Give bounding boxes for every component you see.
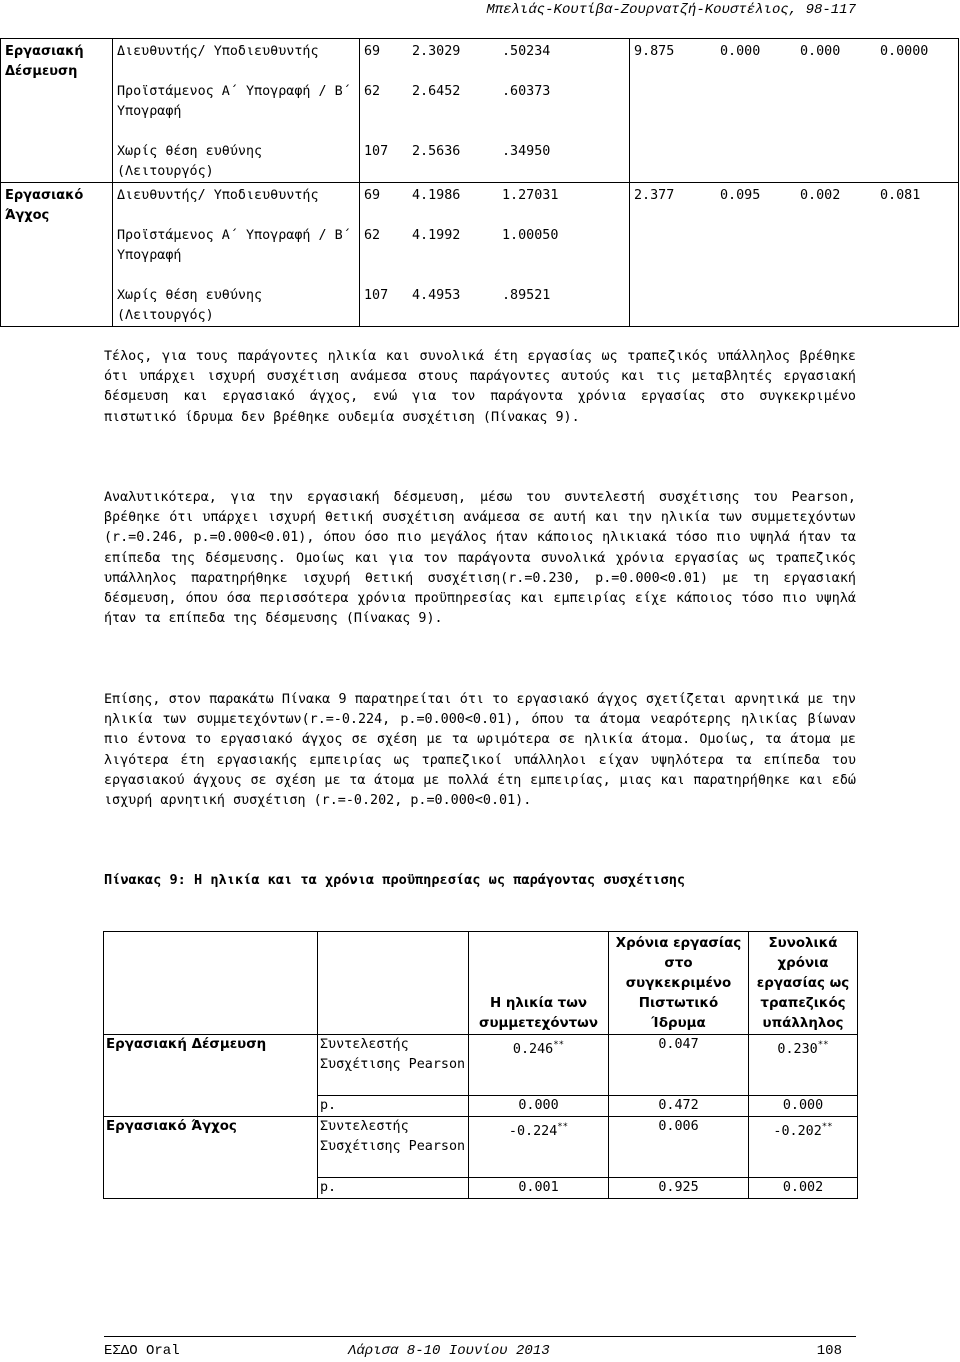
position-label: Διευθυντής/ Υποδιευθυντής <box>117 44 319 59</box>
page-footer <box>104 1336 856 1359</box>
coef-value: -0.224** <box>469 1117 609 1178</box>
p-value: 0.001 <box>469 1178 609 1199</box>
descriptive-row: 69 4.1986 1.27031 <box>364 188 559 203</box>
stat-label: Συντελεστής Συσχέτισης Pearson <box>318 1117 469 1178</box>
descriptives-cell <box>360 39 630 183</box>
test-stats-cell: 2.377 0.095 0.002 0.081 <box>630 183 959 327</box>
position-cell <box>113 183 360 327</box>
test-stats-cell: 9.875 0.000 0.000 0.0000 <box>630 39 959 183</box>
descriptive-row: 69 2.3029 .50234 <box>364 44 551 59</box>
correlation-table <box>103 931 858 1199</box>
paragraph: Αναλυτικότερα, για την εργασιακή δέσμευση, μέσω του συντελεστή συσχέτισης του Pearson, βρέθηκε ότι υπάρχει ισχυρή θετική συσχέτιση ανάμεσα σε αυτή και την ηλικία των συμμετεχόντων (r.=0.246, p.=0.000<0.01), όπου όσο πιο μεγάλος ήταν κάποιος ηλικιακά τόσο πιο υψηλά ήταν τα επίπεδα της δέσμευσης. Ομοίως και για τον παράγοντα συνολικά χρόνια εργασίας ως τραπεζικός υπάλληλος παρατηρήθηκε ισχυρή θετική συσχέτιση(r.=0.230, p.=0.000<0.01) με τη εργασιακή δέσμευση, όπου όσα περισσότερα χρόνια προϋπηρεσίας και εμπειρίας είχε κάποιος τόσο πιο υψηλά ήταν τα επίπεδα της δέσμευσης (Πίνακας 9). <box>104 490 856 627</box>
p-value: 0.000 <box>469 1096 609 1117</box>
page-number: 108 <box>816 1343 842 1359</box>
position-label: Προϊστάμενος Α΄ Υπογραφή / Β΄ Υπογραφή <box>117 228 351 263</box>
p-value: 0.925 <box>609 1178 749 1199</box>
row-label: Εργασιακό Άγχος <box>104 1117 318 1178</box>
position-cell <box>113 39 360 183</box>
row-label-cont <box>104 1096 318 1117</box>
group-label: Εργασιακή Δέσμευση <box>1 39 113 183</box>
conference-location: Λάρισα 8-10 Ιουνίου 2013 <box>348 1343 550 1359</box>
descriptive-row: 62 2.6452 .60373 <box>364 84 551 99</box>
column-header: Συνολικά χρόνια εργασίας ως τραπεζικός υπάλληλος <box>749 932 858 1035</box>
descriptive-row: 107 2.5636 .34950 <box>364 144 551 159</box>
position-label: Προϊστάμενος Α΄ Υπογραφή / Β΄ Υπογραφή <box>117 84 351 119</box>
coef-value: 0.246** <box>469 1035 609 1096</box>
position-label: Διευθυντής/ Υποδιευθυντής <box>117 188 319 203</box>
column-header: Χρόνια εργασίας στο συγκεκριμένο Πιστωτικό Ίδρυμα <box>609 932 749 1035</box>
empty-header-cell <box>104 932 318 1035</box>
descriptives-cell <box>360 183 630 327</box>
column-header: Η ηλικία των συμμετεχόντων <box>469 932 609 1035</box>
table-caption: Πίνακας 9: Η ηλικία και τα χρόνια προϋπηρεσίας ως παράγοντας συσχέτισης <box>104 872 686 888</box>
row-label-cont <box>104 1178 318 1199</box>
p-value: 0.002 <box>749 1178 858 1199</box>
stat-label: p. <box>318 1178 469 1199</box>
row-label: Εργασιακή Δέσμευση <box>104 1035 318 1096</box>
position-label: Χωρίς θέση ευθύνης (Λειτουργός) <box>117 288 263 323</box>
paragraph: Τέλος, για τους παράγοντες ηλικία και συνολικά έτη εργασίας ως τραπεζικός υπάλληλος βρέθηκε ότι υπάρχει ισχυρή συσχέτιση ανάμεσα στους παράγοντες αυτούς και τις μεταβλητές εργασιακή δέσμευση και εργασιακό άγχος, ενώ για τον παράγοντα χρόνια εργασίας στο συγκεκριμένο πιστωτικό ίδρυμα δεν βρέθηκε ουδεμία συσχέτιση (Πίνακας 9). <box>104 349 856 425</box>
stat-label: Συντελεστής Συσχέτισης Pearson <box>318 1035 469 1096</box>
coef-value: -0.202** <box>749 1117 858 1178</box>
p-value: 0.000 <box>749 1096 858 1117</box>
coef-value: 0.230** <box>749 1035 858 1096</box>
empty-header-cell <box>318 932 469 1035</box>
conference-name: ΕΣΔΟ Oral <box>104 1343 180 1359</box>
descriptive-row: 107 4.4953 .89521 <box>364 288 551 303</box>
paragraph: Επίσης, στον παρακάτω Πίνακα 9 παρατηρείται ότι το εργασιακό άγχος σχετίζεται αρνητικά με την ηλικία των συμμετεχόντων(r.=-0.224, p.=0.000<0.01), όπου τα άτομα νεαρότερης ηλικίας βίωναν πιο έντονα το εργασιακό άγχος σε σχέση με τα ωριμότερα σε ηλικία άτομα. Ομοίως, τα άτομα με λιγότερα έτη εργασιακής εμπειρίας ως τραπεζικοί υπάλληλοι είχαν υψηλότερα τα επίπεδα του εργασιακού άγχους σε σχέση με τα άτομα με πολλά έτη εμπειρίας, μιας και παρατηρήθηκε και εδώ ισχυρή αρνητική συσχέτιση (r.=-0.202, p.=0.000<0.01). <box>104 692 856 809</box>
descriptive-row: 62 4.1992 1.00050 <box>364 228 559 243</box>
running-header: Μπελιάς-Κουτίβα-Ζουρνατζή-Κουστέλιος, 98-117 <box>486 2 856 18</box>
position-label: Χωρίς θέση ευθύνης (Λειτουργός) <box>117 144 263 179</box>
p-value: 0.472 <box>609 1096 749 1117</box>
anova-table <box>0 38 959 327</box>
group-label: Εργασιακό Άγχος <box>1 183 113 327</box>
coef-value: 0.047 <box>609 1035 749 1096</box>
stat-label: p. <box>318 1096 469 1117</box>
coef-value: 0.006 <box>609 1117 749 1178</box>
